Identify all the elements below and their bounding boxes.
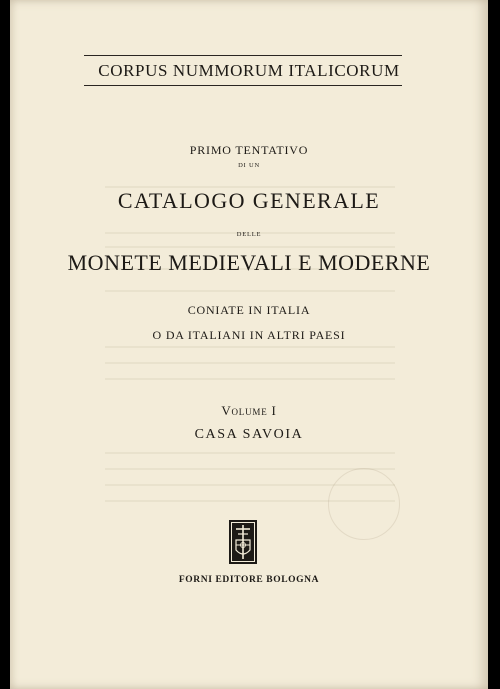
title-line-delle: DELLE [236, 231, 262, 238]
title-line-di-un: DI UN [238, 162, 260, 169]
title-line-primo: PRIMO TENTATIVO [189, 143, 309, 157]
volume-label: Volume I [221, 403, 277, 418]
title-line-monete: MONETE MEDIEVALI E MODERNE [67, 250, 431, 275]
header-rule-top [84, 55, 402, 56]
series-title: CORPUS NUMMORUM ITALICORUM [98, 61, 400, 80]
title-line-coniate: CONIATE IN ITALIA [187, 303, 311, 317]
embossed-stamp [328, 468, 400, 540]
publisher-name: FORNI EDITORE BOLOGNA [178, 575, 320, 585]
header-rule-bottom [84, 85, 402, 86]
bleed-through-line [105, 362, 395, 364]
title-page [10, 0, 488, 689]
bleed-through-line [105, 378, 395, 380]
title-line-o-da: O DA ITALIANI IN ALTRI PAESI [152, 328, 346, 342]
bleed-through-line [105, 246, 395, 248]
bleed-through-line [105, 290, 395, 292]
bleed-through-line [105, 452, 395, 454]
title-line-catalogo: CATALOGO GENERALE [117, 188, 381, 213]
publisher-emblem-icon [229, 520, 257, 564]
volume-subject: CASA SAVOIA [194, 427, 304, 442]
bleed-through-line [105, 346, 395, 348]
